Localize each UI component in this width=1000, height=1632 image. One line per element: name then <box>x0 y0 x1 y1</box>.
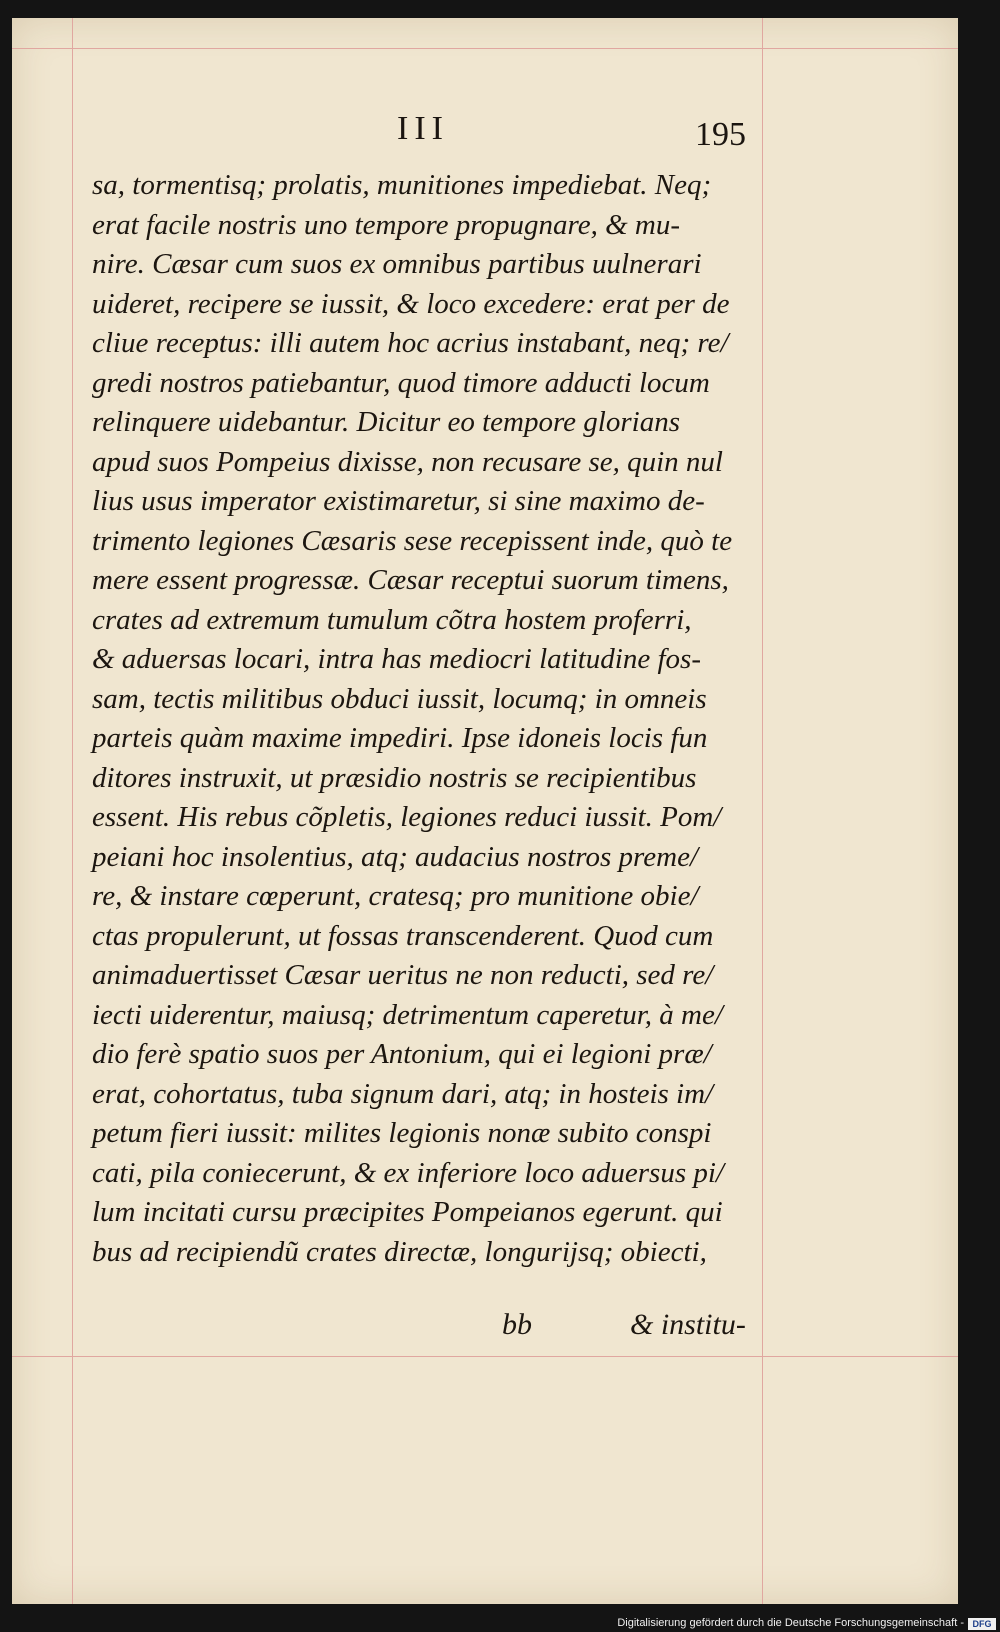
text-line: animaduertisset Cæsar ueritus ne non reducti, sed re/ <box>92 959 714 991</box>
text-line: trimento legiones Cæsaris sese recepissent inde, quò te <box>92 524 733 557</box>
text-line: ctas propulerunt, ut fossas transcenderent. Quod cum <box>92 919 714 952</box>
text-line: ditores instruxit, ut præsidio nostris se recipientibus <box>92 761 697 794</box>
text-line: peiani hoc insolentius, atq; audacius nostros preme/ <box>92 840 698 873</box>
text-line: uideret, recipere se iussit, & loco excedere: erat per de <box>92 287 730 320</box>
text-line: apud suos Pompeius dixisse, non recusare se, quin nul <box>92 445 723 478</box>
catchword: & institu- <box>630 1308 746 1341</box>
digitization-credit: Digitalisierung gefördert durch die Deutsche Forschungsgemeinschaft - <box>617 1617 964 1629</box>
text-line: relinquere uidebantur. Dicitur eo tempore glorians <box>92 406 680 438</box>
text-line: mere essent progressæ. Cæsar receptui suorum timens, <box>92 564 729 596</box>
signature: bb <box>502 1308 532 1341</box>
text-line: erat, cohortatus, tuba signum dari, atq; in hosteis im/ <box>92 1077 714 1110</box>
text-line: lum incitati cursu præcipites Pompeianos egerunt. qui <box>92 1196 723 1228</box>
text-line: sa, tormentisq; prolatis, munitiones impediebat. Neq; <box>92 169 712 201</box>
folio-number: 195 <box>695 116 746 153</box>
page-footer <box>12 1308 958 1354</box>
text-line: lius usus imperator existimaretur, si sine maximo de- <box>92 485 705 517</box>
text-line: crates ad extremum tumulum cõtra hostem proferri, <box>92 603 692 636</box>
text-line: iecti uiderentur, maiusq; detrimentum caperetur, à me/ <box>92 998 723 1031</box>
text-line: & aduersas locari, intra has mediocri latitudine fos- <box>92 643 701 675</box>
text-line: parteis quàm maxime impediri. Ipse idoneis locis fun <box>92 722 708 754</box>
text-line: petum fieri iussit: milites legionis nonæ subito conspi <box>92 1117 712 1149</box>
page-header <box>12 110 958 160</box>
signature-mark: III <box>397 110 449 147</box>
ruling-line-top <box>12 48 958 49</box>
dfg-logo: DFG <box>968 1618 996 1630</box>
text-line: bus ad recipiendũ crates directæ, longurijsq; obiecti, <box>92 1235 707 1268</box>
text-line: nire. Cæsar cum suos ex omnibus partibus uulnerari <box>92 248 702 280</box>
ruling-line-bottom <box>12 1356 958 1357</box>
text-line: cliue receptus: illi autem hoc acrius instabant, neq; re/ <box>92 327 729 359</box>
text-line: sam, tectis militibus obduci iussit, locumq; in omneis <box>92 682 707 715</box>
ruling-line-right <box>762 18 763 1604</box>
text-line: gredi nostros patiebantur, quod timore adducti locum <box>92 366 710 399</box>
book-page <box>12 18 958 1604</box>
text-line: dio ferè spatio suos per Antonium, qui ei legioni præ/ <box>92 1038 712 1070</box>
text-line: erat facile nostris uno tempore propugnare, & mu- <box>92 208 681 241</box>
ruling-line-left <box>72 18 73 1604</box>
body-text <box>92 166 752 1272</box>
text-line: re, & instare cœperunt, cratesq; pro munitione obie/ <box>92 880 699 912</box>
text-line: essent. His rebus cõpletis, legiones reduci iussit. Pom/ <box>92 801 722 833</box>
text-line: cati, pila coniecerunt, & ex inferiore loco aduersus pi/ <box>92 1156 724 1189</box>
